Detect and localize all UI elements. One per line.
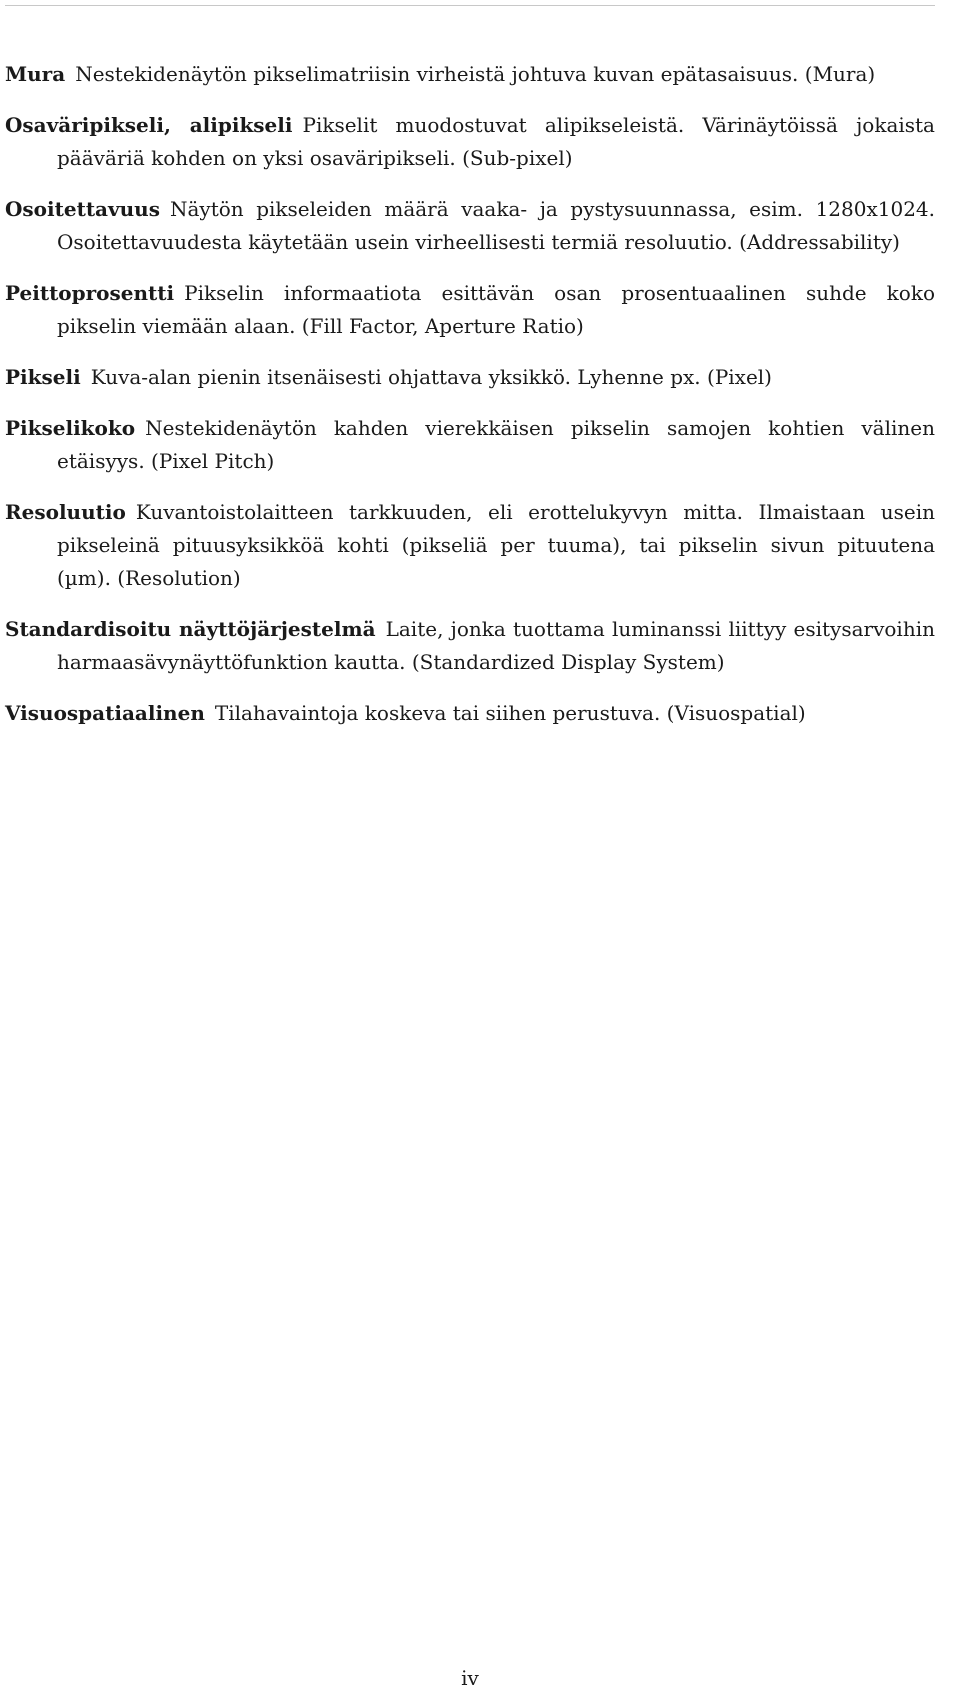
glossary-entry-pikselikoko bbox=[5, 412, 935, 478]
glossary-definition: Kuvantoistolaitteen tarkkuuden, eli erottelukyvyn mitta. Ilmaistaan usein pikseleinä pituusyksikköä kohti (pikseliä per tuuma), tai pikselin sivun pituutena (µm). (Resolution) bbox=[57, 500, 935, 590]
glossary bbox=[5, 58, 935, 748]
glossary-term: Mura bbox=[5, 62, 66, 86]
glossary-definition: Tilahavaintoja koskeva tai siihen perustuva. (Visuospatial) bbox=[214, 701, 806, 725]
glossary-entry-pikseli bbox=[5, 361, 935, 394]
glossary-term: Standardisoitu näyttöjärjestelmä bbox=[5, 617, 376, 641]
glossary-term: Peittoprosentti bbox=[5, 281, 175, 305]
glossary-term: Osaväripikseli, alipikseli bbox=[5, 113, 293, 137]
page-number: iv bbox=[461, 1666, 479, 1690]
glossary-entry-peittoprosentti bbox=[5, 277, 935, 343]
glossary-term: Pikselikoko bbox=[5, 416, 136, 440]
glossary-term: Visuospatiaalinen bbox=[5, 701, 205, 725]
glossary-entry-osoitettavuus bbox=[5, 193, 935, 259]
glossary-term: Pikseli bbox=[5, 365, 81, 389]
glossary-definition: Kuva-alan pienin itsenäisesti ohjattava yksikkö. Lyhenne px. (Pixel) bbox=[90, 365, 772, 389]
header-rule bbox=[5, 5, 935, 6]
glossary-entry-osavaripikseli bbox=[5, 109, 935, 175]
glossary-term: Osoitettavuus bbox=[5, 197, 160, 221]
glossary-definition: Nestekidenäytön pikselimatriisin virheistä johtuva kuvan epätasaisuus. (Mura) bbox=[75, 62, 876, 86]
glossary-entry-resoluutio bbox=[5, 496, 935, 595]
glossary-definition: Pikselit muodostuvat alipikseleistä. Värinäytöissä jokaista pääväriä kohden on yksi osaväripikseli. (Sub-pixel) bbox=[57, 113, 935, 170]
glossary-entry-mura bbox=[5, 58, 935, 91]
glossary-definition: Näytön pikseleiden määrä vaaka- ja pystysuunnassa, esim. 1280x1024. Osoitettavuudesta käytetään usein virheellisesti termiä resoluutio. (Addressability) bbox=[57, 197, 935, 254]
glossary-definition: Nestekidenäytön kahden vierekkäisen pikselin samojen kohtien välinen etäisyys. (Pixel Pitch) bbox=[57, 416, 935, 473]
glossary-definition: Pikselin informaatiota esittävän osan prosentuaalinen suhde koko pikselin viemään alaan. (Fill Factor, Aperture Ratio) bbox=[57, 281, 935, 338]
glossary-entry-visuospatiaalinen bbox=[5, 697, 935, 730]
glossary-term: Resoluutio bbox=[5, 500, 126, 524]
glossary-entry-standardisoitu-nayttojarjestelma bbox=[5, 613, 935, 679]
glossary-definition: Laite, jonka tuottama luminanssi liittyy esitysarvoihin harmaasävynäyttöfunktion kautta. (Standardized Display System) bbox=[57, 617, 935, 674]
